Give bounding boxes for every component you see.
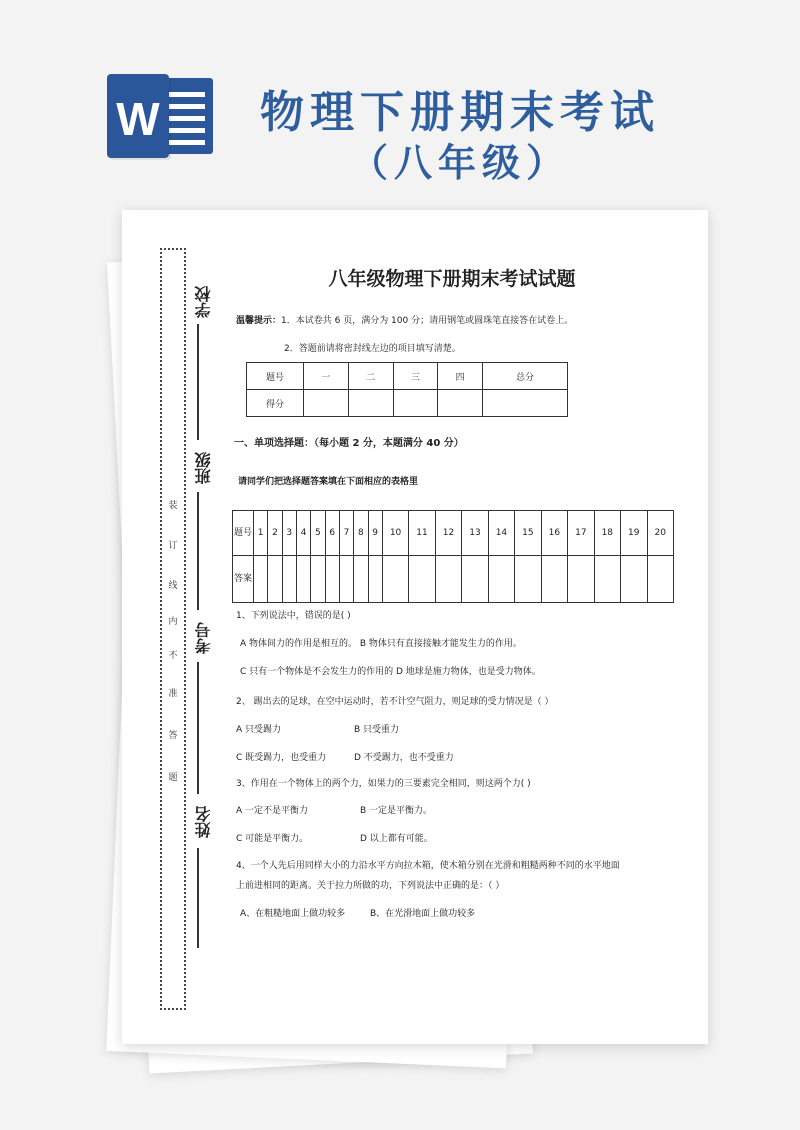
answer-number-cell: 20 <box>647 511 674 556</box>
word-icon <box>107 74 169 158</box>
word-icon-letter: W <box>116 93 160 145</box>
q2-option-c: C 既受踢力，也受重力 <box>236 753 327 763</box>
answer-number-cell: 3 <box>282 511 296 556</box>
score-table <box>246 362 568 417</box>
question-3: 3、作用在一个物体上的两个力，如果力的三要素完全相同，则这两个力( ) <box>236 779 531 789</box>
answer-cell[interactable] <box>568 556 594 603</box>
binding-margin <box>160 248 186 1010</box>
answer-number-cell: 7 <box>339 511 353 556</box>
seal-char: 内 <box>168 617 178 627</box>
answer-number-cell: 6 <box>325 511 339 556</box>
q3-option-d: D 以上都有可能。 <box>360 834 433 844</box>
q4-option-b: B、在光滑地面上做功较多 <box>370 909 476 919</box>
name-label: 姓名 <box>194 806 213 838</box>
answer-cell[interactable] <box>339 556 353 603</box>
score-cell[interactable] <box>304 390 349 417</box>
answer-number-cell: 17 <box>568 511 594 556</box>
q4-option-a: A、在粗糙地面上做功较多 <box>240 909 346 919</box>
score-header-cell: 题号 <box>247 363 304 390</box>
score-header-cell: 四 <box>438 363 483 390</box>
answer-number-cell: 8 <box>354 511 368 556</box>
answer-cell[interactable] <box>325 556 339 603</box>
q3-option-a: A 一定不是平衡力 <box>236 806 309 816</box>
answer-table <box>232 510 674 603</box>
answer-cell[interactable] <box>594 556 620 603</box>
answer-number-cell: 10 <box>382 511 408 556</box>
seal-char: 装 <box>168 501 178 511</box>
answer-cell[interactable] <box>515 556 541 603</box>
answer-number-cell: 18 <box>594 511 620 556</box>
answer-number-cell: 1 <box>254 511 268 556</box>
school-field[interactable] <box>197 324 199 440</box>
answer-number-cell: 14 <box>488 511 514 556</box>
answer-number-cell: 5 <box>311 511 325 556</box>
score-header-cell: 总分 <box>483 363 568 390</box>
score-header-cell: 二 <box>348 363 393 390</box>
word-app-icon <box>107 74 213 158</box>
seal-char: 线 <box>168 581 178 591</box>
q1-options-cd: C 只有一个物体是不会发生力的作用的 D 地球是施力物体，也是受力物体。 <box>240 667 541 677</box>
answer-cell[interactable] <box>354 556 368 603</box>
answer-cell[interactable] <box>268 556 282 603</box>
answer-cell[interactable] <box>409 556 435 603</box>
school-label: 学校 <box>194 286 213 318</box>
score-header-cell: 一 <box>304 363 349 390</box>
answer-number-cell: 4 <box>296 511 310 556</box>
doc-title: 八年级物理下册期末考试试题 <box>328 268 576 290</box>
seal-char: 答 <box>168 731 178 741</box>
q2-option-b: B 只受重力 <box>354 725 400 735</box>
q3-option-c: C 可能是平衡力。 <box>236 834 309 844</box>
question-1: 1、下列说法中，错误的是( ) <box>236 611 351 621</box>
answer-number-cell: 9 <box>368 511 382 556</box>
question-4-line-1: 4、一个人先后用同样大小的力沿水平方向拉木箱，使木箱分别在光滑和粗糙两种不同的水平地面 <box>236 861 620 871</box>
answer-cell[interactable] <box>621 556 647 603</box>
answer-cell[interactable] <box>435 556 461 603</box>
score-cell[interactable] <box>393 390 438 417</box>
answer-row-label: 题号 <box>233 511 254 556</box>
q2-option-d: D 不受踢力，也不受重力 <box>354 753 454 763</box>
answer-row-label: 答案 <box>233 556 254 603</box>
seal-char: 题 <box>168 773 178 783</box>
seal-char: 准 <box>168 689 178 699</box>
answer-number-cell: 13 <box>462 511 488 556</box>
answer-cell[interactable] <box>462 556 488 603</box>
answer-number-cell: 11 <box>409 511 435 556</box>
notice-item-1: 1．本试卷共 6 页，满分为 100 分；请用钢笔或圆珠笔直接答在试卷上。 <box>281 316 574 326</box>
answer-cell[interactable] <box>254 556 268 603</box>
seal-char: 订 <box>168 541 178 551</box>
question-2: 2、 踢出去的足球，在空中运动时，若不计空气阻力，则足球的受力情况是（ ） <box>236 697 554 707</box>
answer-number-cell: 2 <box>268 511 282 556</box>
answer-number-cell: 15 <box>515 511 541 556</box>
answer-cell[interactable] <box>296 556 310 603</box>
score-cell[interactable] <box>483 390 568 417</box>
q1-options-ab: A 物体间力的作用是相互的。 B 物体只有直接接触才能发生力的作用。 <box>240 639 522 649</box>
answer-cell[interactable] <box>368 556 382 603</box>
answer-number-cell: 12 <box>435 511 461 556</box>
banner-subtitle: （八年级） <box>349 141 570 185</box>
answer-cell[interactable] <box>282 556 296 603</box>
answer-cell[interactable] <box>647 556 674 603</box>
score-cell[interactable] <box>438 390 483 417</box>
score-header-cell: 三 <box>393 363 438 390</box>
class-field[interactable] <box>197 492 199 610</box>
name-field[interactable] <box>197 848 199 948</box>
section-heading: 一、单项选择题：（每小题 2 分，本题满分 40 分） <box>234 438 464 449</box>
answer-cell[interactable] <box>541 556 567 603</box>
q3-option-b: B 一定是平衡力。 <box>360 806 433 816</box>
answer-number-cell: 19 <box>621 511 647 556</box>
exam-no-label: 考号 <box>194 622 213 654</box>
section-instruction: 请同学们把选择题答案填在下面相应的表格里 <box>238 477 419 487</box>
answer-cell[interactable] <box>382 556 408 603</box>
answer-cell[interactable] <box>311 556 325 603</box>
notice-item-2: 2．答题前请将密封线左边的项目填写清楚。 <box>284 344 461 354</box>
score-cell[interactable] <box>348 390 393 417</box>
score-row-label: 得分 <box>247 390 304 417</box>
notice-label: 温馨提示： <box>236 316 282 326</box>
question-4-line-2: 上前进相同的距离。关于拉力所做的功，下列说法中正确的是：（ ） <box>236 881 505 891</box>
q2-option-a: A 只受踢力 <box>236 725 282 735</box>
answer-number-cell: 16 <box>541 511 567 556</box>
exam-no-field[interactable] <box>197 662 199 794</box>
answer-cell[interactable] <box>488 556 514 603</box>
banner-title: 物理下册期末考试 <box>260 87 660 138</box>
class-label: 班级 <box>194 452 213 484</box>
seal-char: 不 <box>168 651 178 661</box>
